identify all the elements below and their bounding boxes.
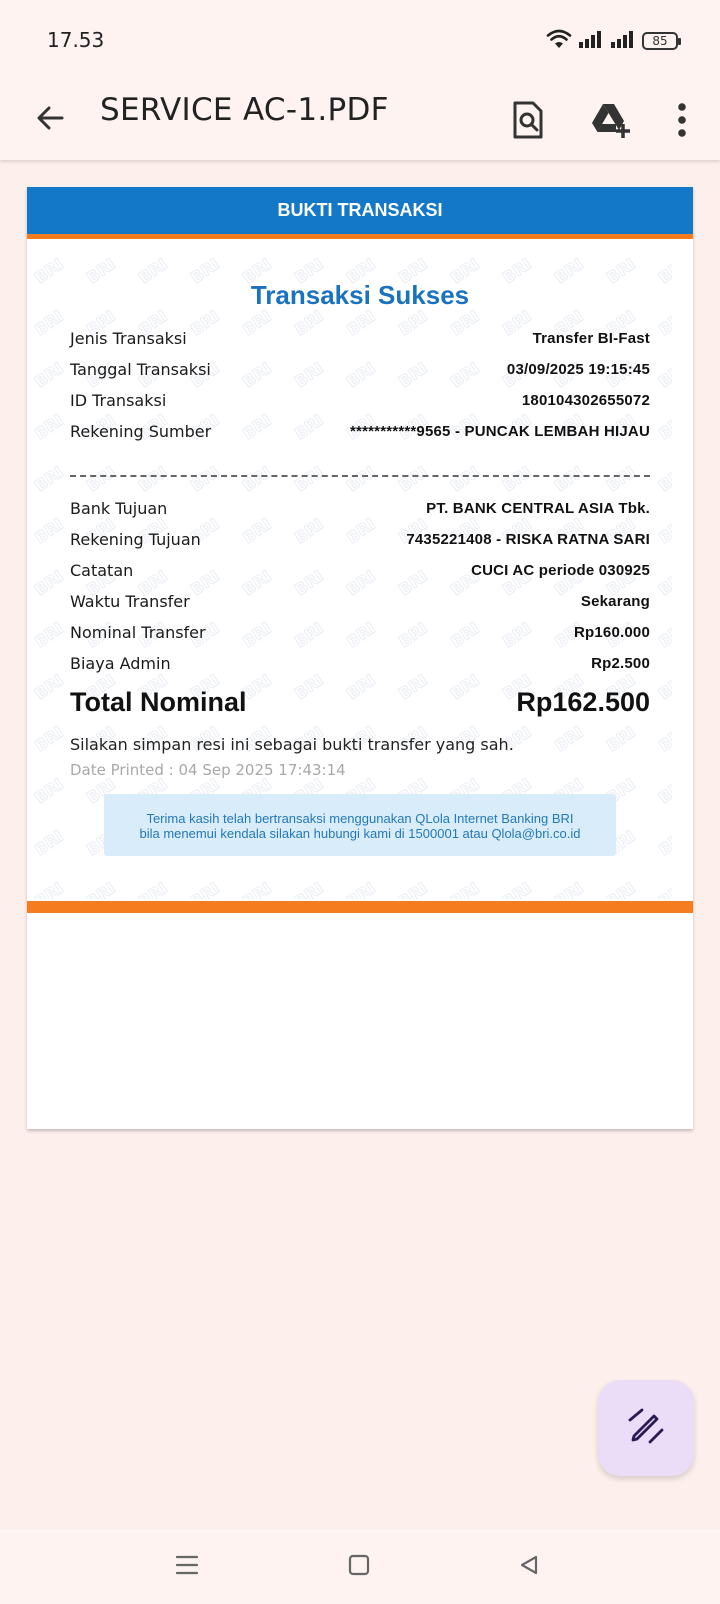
orange-divider-bottom xyxy=(27,901,693,913)
back-triangle-icon xyxy=(517,1553,541,1581)
document-title: SERVICE AC-1.PDF xyxy=(100,92,389,128)
back-button[interactable] xyxy=(28,98,72,142)
arrow-back-icon xyxy=(35,103,65,137)
detail-value: PT. BANK CENTRAL ASIA Tbk. xyxy=(426,499,650,517)
detail-value: CUCI AC periode 030925 xyxy=(471,561,650,579)
menu-icon xyxy=(175,1554,199,1580)
system-nav-bar xyxy=(0,1529,720,1604)
detail-value: Rp160.000 xyxy=(573,623,650,641)
status-bar xyxy=(0,0,720,80)
annotate-button[interactable] xyxy=(598,1380,694,1476)
back-nav-button[interactable] xyxy=(505,1543,553,1591)
battery-icon: 85 xyxy=(642,32,678,50)
detail-value: 7435221408 - RISKA RATNA SARI xyxy=(406,530,650,548)
detail-value: Sekarang xyxy=(580,592,650,610)
dashed-divider xyxy=(70,475,650,477)
detail-row xyxy=(70,651,650,675)
detail-row xyxy=(70,527,650,551)
info-line: Terima kasih telah bertransaksi menggunakan QLola Internet Banking BRI xyxy=(146,811,574,826)
edit-annotate-icon xyxy=(626,1406,666,1450)
detail-value: Transfer BI-Fast xyxy=(532,329,650,347)
signal-icon xyxy=(578,30,604,52)
pdf-page[interactable] xyxy=(27,187,693,1129)
detail-label: Waktu Transfer xyxy=(70,591,190,611)
info-line: bila menemui kendala silakan hubungi kami di 1500001 atau Qlola@bri.co.id xyxy=(139,826,581,841)
detail-row xyxy=(70,419,650,443)
more-vert-icon xyxy=(677,103,687,141)
save-receipt-note: Silakan simpan resi ini sebagai bukti transfer yang sah. xyxy=(70,735,514,754)
transaction-status-title: Transaksi Sukses xyxy=(250,280,470,310)
signal-icon xyxy=(610,30,636,52)
status-icons xyxy=(546,28,678,54)
home-button[interactable] xyxy=(335,1543,383,1591)
more-options-button[interactable] xyxy=(658,98,706,146)
detail-label: Nominal Transfer xyxy=(70,622,206,642)
detail-row xyxy=(70,620,650,644)
detail-label: Biaya Admin xyxy=(70,653,171,673)
recent-apps-button[interactable] xyxy=(163,1543,211,1591)
detail-row xyxy=(70,357,650,381)
wifi-icon xyxy=(546,28,572,54)
detail-row xyxy=(70,326,650,350)
total-label: Total Nominal xyxy=(70,687,247,717)
detail-label: Bank Tujuan xyxy=(70,498,168,518)
home-icon xyxy=(347,1553,371,1581)
search-document-icon xyxy=(511,101,545,143)
detail-label: Rekening Sumber xyxy=(70,421,212,441)
detail-label: Catatan xyxy=(70,560,134,580)
info-box xyxy=(104,794,616,856)
date-printed: Date Printed : 04 Sep 2025 17:43:14 xyxy=(70,761,346,779)
drive-add-icon xyxy=(590,102,630,142)
detail-row xyxy=(70,496,650,520)
receipt-header: BUKTI TRANSAKSI xyxy=(27,187,693,234)
detail-value: ***********9565 - PUNCAK LEMBAH HIJAU xyxy=(350,422,650,440)
detail-value: Rp2.500 xyxy=(591,654,650,672)
detail-row xyxy=(70,388,650,412)
find-in-document-button[interactable] xyxy=(504,98,552,146)
detail-label: Rekening Tujuan xyxy=(70,529,201,549)
detail-value: 03/09/2025 19:15:45 xyxy=(506,360,650,378)
detail-label: Tanggal Transaksi xyxy=(70,359,211,379)
status-time: 17.53 xyxy=(47,28,105,52)
detail-label: Jenis Transaksi xyxy=(70,328,187,348)
detail-row xyxy=(70,558,650,582)
detail-label: ID Transaksi xyxy=(70,390,167,410)
total-row xyxy=(70,687,650,718)
total-value: Rp162.500 xyxy=(516,687,650,717)
detail-row xyxy=(70,589,650,613)
save-to-drive-button[interactable] xyxy=(586,98,634,146)
detail-value: 180104302655072 xyxy=(521,391,650,409)
